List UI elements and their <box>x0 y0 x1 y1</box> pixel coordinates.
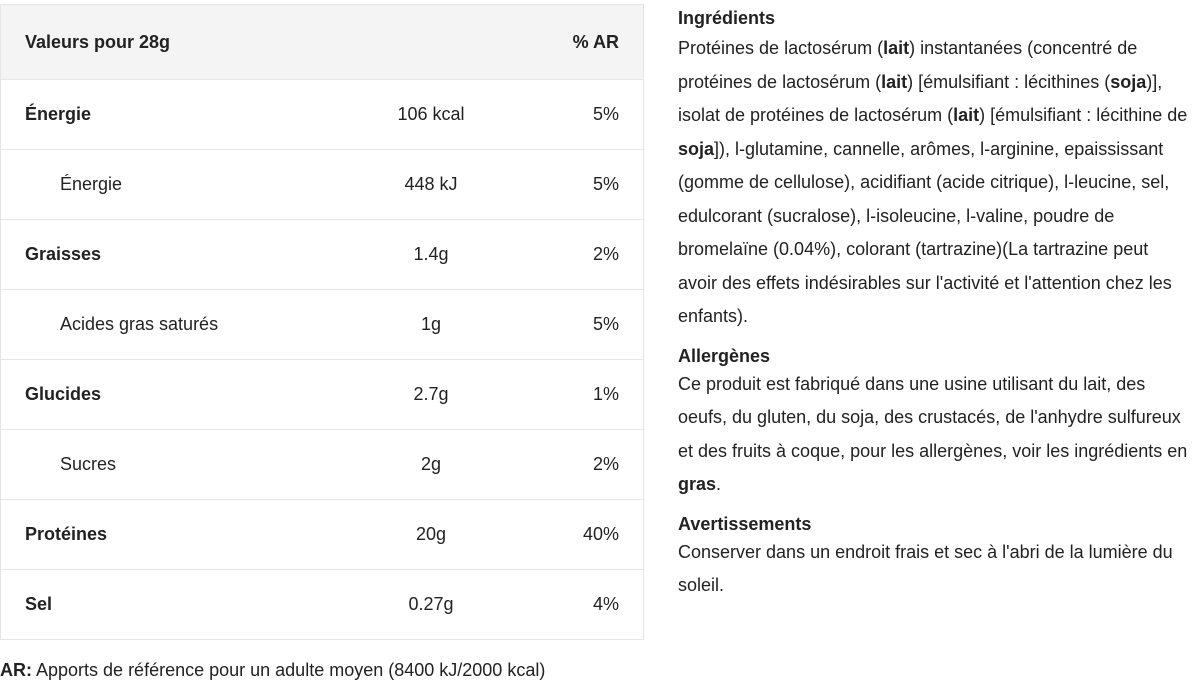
nutrient-ar-percent: 5% <box>592 314 619 334</box>
ingredients-part: Protéines de lactosérum ( <box>678 38 884 58</box>
header-serving-label: Valeurs pour 28g <box>25 31 171 52</box>
nutrition-row <box>1 570 643 639</box>
warnings-text: Conserver dans un endroit frais et sec à l'abri de la lumière du soleil. <box>678 541 1173 595</box>
ingredients-title: Ingrédients <box>678 8 776 28</box>
nutrient-name: Graisses <box>25 244 102 264</box>
nutrient-value: 448 kJ <box>404 174 458 194</box>
nutrient-value: 2.7g <box>413 384 449 404</box>
nutrient-value: 1.4g <box>413 244 449 264</box>
allergens-section <box>678 344 1190 502</box>
nutrient-value: 1g <box>420 314 442 334</box>
nutrient-name: Sel <box>25 594 53 614</box>
nutrient-name: Énergie <box>60 174 123 194</box>
footnote-label: AR: <box>0 660 32 680</box>
ingredients-part: ]), l-glutamine, cannelle, arômes, l-arginine, epaississant (gomme de cellulose), acidifiant (acide citrique), l-leucine, sel, edulcorant (sucralose), l-isoleucine, l-valine, poudre de bromelaïne (0.04%), colorant (tartrazine)(La tartrazine peut avoir des effets indésirables sur l'activité et l'attention chez les enfants). <box>678 138 1172 326</box>
allergen-bold: lait <box>883 38 910 58</box>
nutrient-ar-percent: 5% <box>592 104 619 124</box>
nutrient-name: Acides gras saturés <box>60 314 219 334</box>
ingredients-part: ) [émulsifiant : lécithines ( <box>907 71 1111 92</box>
ingredients-part: ) [émulsifiant : lécithine de <box>979 105 1188 125</box>
allergens-bold: gras <box>678 474 717 494</box>
nutrient-value: 0.27g <box>408 594 454 614</box>
ingredients-section <box>678 6 1190 334</box>
nutrition-row <box>1 430 643 500</box>
nutrition-row <box>1 220 643 290</box>
ingredients-part: ) instantanées (concentré de protéines de lactosérum ( <box>678 38 1138 92</box>
allergen-bold: soja <box>678 138 715 159</box>
nutrition-table <box>0 4 644 640</box>
nutrition-row <box>1 80 643 150</box>
nutrient-name: Sucres <box>60 454 117 474</box>
nutrient-ar-percent: 2% <box>592 454 619 474</box>
nutrient-name: Glucides <box>25 384 102 404</box>
nutrition-table-header <box>1 5 643 80</box>
allergen-bold: soja <box>1110 71 1147 92</box>
nutrition-row <box>1 500 643 570</box>
nutrient-ar-percent: 2% <box>592 244 619 264</box>
nutrition-row <box>1 150 643 220</box>
allergen-bold: lait <box>953 105 980 125</box>
ingredients-part: )], isolat de protéines de lactosérum ( <box>678 71 1163 125</box>
nutrient-ar-percent: 5% <box>592 174 619 194</box>
footnote <box>0 660 545 681</box>
nutrient-name: Énergie <box>25 104 92 124</box>
nutrient-value: 2g <box>420 454 442 474</box>
product-info <box>678 6 1190 615</box>
nutrient-name: Protéines <box>25 524 108 544</box>
header-ar-label: % AR <box>572 31 619 52</box>
footnote-text: Apports de référence pour un adulte moyen (8400 kJ/2000 kcal) <box>32 660 546 680</box>
ingredients-text <box>678 32 1190 334</box>
nutrient-ar-percent: 40% <box>582 524 619 544</box>
allergens-title: Allergènes <box>678 345 771 366</box>
warnings-section <box>678 512 1190 603</box>
nutrient-ar-percent: 1% <box>592 384 619 404</box>
allergens-text-part: Ce produit est fabriqué dans une usine utilisant du lait, des oeufs, du gluten, du soja, des crustacés, de l'anhydre sulfureux et des fruits à coque, pour les allergènes, voir les ingrédients en <box>678 373 1188 461</box>
nutrient-value: 20g <box>415 524 447 544</box>
nutrition-row <box>1 290 643 360</box>
allergens-text <box>678 368 1190 502</box>
warnings-title: Avertissements <box>678 513 812 534</box>
nutrition-row <box>1 360 643 430</box>
allergens-text-part: . <box>716 474 722 494</box>
nutrient-ar-percent: 4% <box>592 594 619 614</box>
nutrient-value: 106 kcal <box>397 104 465 124</box>
allergen-bold: lait <box>881 71 908 92</box>
